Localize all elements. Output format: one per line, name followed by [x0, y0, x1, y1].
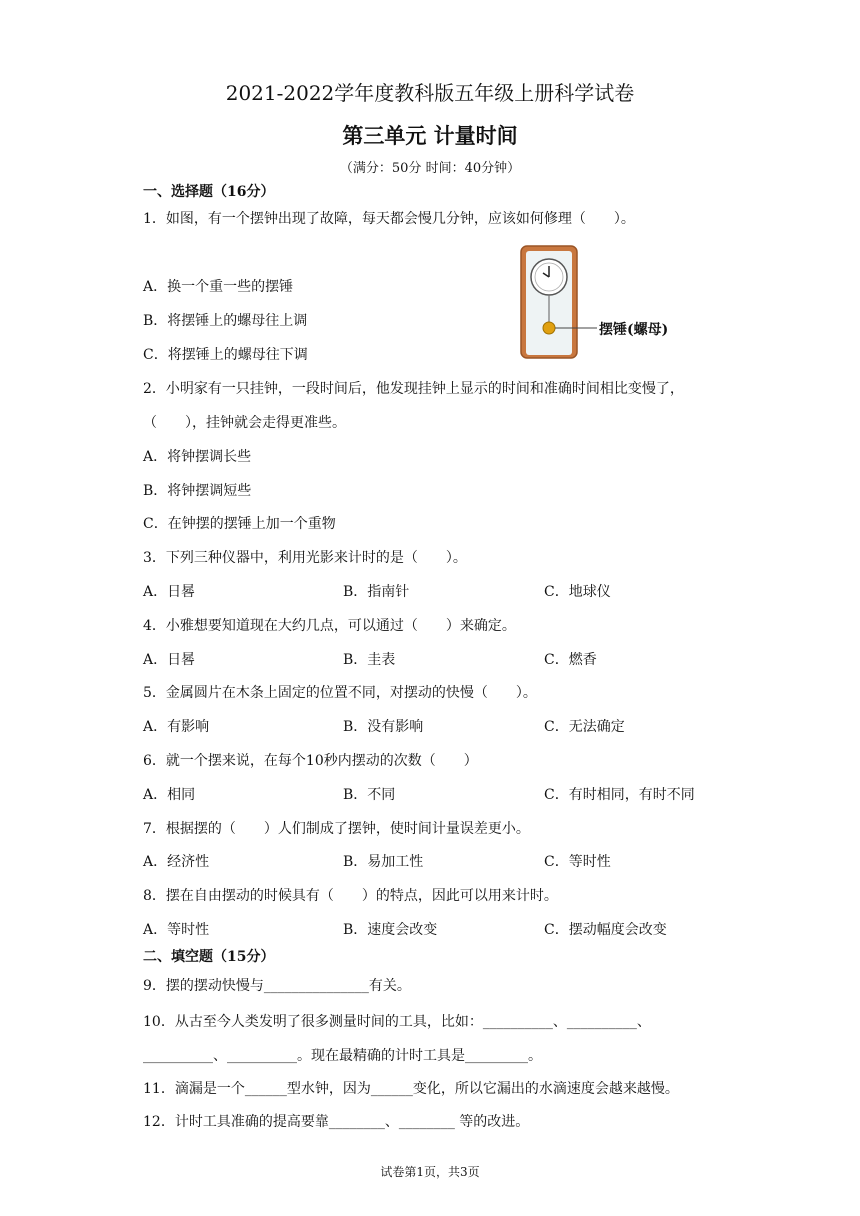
- question-2-stem-line2: （ ），挂钟就会走得更准些。: [143, 415, 346, 431]
- question-5-option-a: A．有影响: [143, 719, 210, 735]
- question-1-option-a: A．换一个重一些的摆锤: [143, 279, 294, 295]
- question-4-option-c: C．燃香: [544, 652, 597, 668]
- pendulum-bob-label: 摆锤(螺母): [599, 322, 669, 338]
- question-5-option-b: B．没有影响: [343, 719, 424, 735]
- pendulum-clock-figure: [519, 244, 709, 360]
- question-5-option-c: C．无法确定: [544, 719, 625, 735]
- question-3-option-a: A．日晷: [143, 584, 196, 600]
- section-heading-choice: 一、选择题（16分）: [143, 184, 275, 200]
- question-7-stem: 7．根据摆的（ ）人们制成了摆钟，使时间计量误差更小。: [143, 821, 530, 837]
- question-4-option-b: B．圭表: [343, 652, 396, 668]
- question-6-option-c: C．有时相同，有时不同: [544, 787, 695, 803]
- question-3-option-b: B．指南针: [343, 584, 410, 600]
- question-4-stem: 4．小雅想要知道现在大约几点，可以通过（ ）来确定。: [143, 618, 516, 634]
- question-1-option-c: C．将摆锤上的螺母往下调: [143, 347, 308, 363]
- question-12: 12．计时工具准确的提高要靠________、________ 等的改进。: [143, 1114, 530, 1130]
- section-heading-fill-in: 二、填空题（15分）: [143, 949, 275, 965]
- question-2-stem-line1: 2．小明家有一只挂钟，一段时间后，他发现挂钟上显示的时间和准确时间相比变慢了，: [143, 381, 684, 397]
- question-7-option-b: B．易加工性: [343, 854, 424, 870]
- question-2-option-b: B．将钟摆调短些: [143, 483, 252, 499]
- question-10-line1: 10．从古至今人类发明了很多测量时间的工具，比如：__________、__________、: [143, 1014, 651, 1030]
- question-10-line2: __________、__________。现在最精确的计时工具是_________。: [143, 1048, 542, 1064]
- question-5-stem: 5．金属圆片在木条上固定的位置不同，对摆动的快慢（ ）。: [143, 685, 537, 701]
- page-footer: 试卷第1页，共3页: [380, 1165, 480, 1179]
- question-2-option-c: C．在钟摆的摆锤上加一个重物: [143, 516, 336, 532]
- question-1-stem: 1．如图，有一个摆钟出现了故障，每天都会慢几分钟，应该如何修理（ ）。: [143, 211, 635, 227]
- question-1-option-b: B．将摆锤上的螺母往上调: [143, 313, 308, 329]
- question-8-option-b: B．速度会改变: [343, 922, 438, 938]
- question-3-stem: 3．下列三种仪器中，利用光影来计时的是（ ）。: [143, 550, 467, 566]
- unit-title: 第三单元 计量时间: [342, 123, 518, 148]
- question-6-option-b: B．不同: [343, 787, 396, 803]
- question-3-option-c: C．地球仪: [544, 584, 611, 600]
- question-11: 11．滴漏是一个______型水钟，因为______变化，所以它漏出的水滴速度会越来越慢。: [143, 1081, 679, 1097]
- question-2-option-a: A．将钟摆调长些: [143, 449, 252, 465]
- score-time-note: （满分：50分 时间：40分钟）: [339, 161, 521, 176]
- pendulum-clock-illustration: [519, 244, 709, 360]
- question-6-option-a: A．相同: [143, 787, 196, 803]
- question-8-option-a: A．等时性: [143, 922, 210, 938]
- question-6-stem: 6．就一个摆来说，在每个10秒内摆动的次数（ ）: [143, 753, 478, 769]
- question-4-option-a: A．日晷: [143, 652, 196, 668]
- question-8-option-c: C．摆动幅度会改变: [544, 922, 667, 938]
- question-9: 9．摆的摆动快慢与_______________有关。: [143, 978, 411, 994]
- exam-title: 2021-2022学年度教科版五年级上册科学试卷: [225, 81, 635, 105]
- question-8-stem: 8．摆在自由摆动的时候具有（ ）的特点，因此可以用来计时。: [143, 888, 558, 904]
- question-7-option-a: A．经济性: [143, 854, 210, 870]
- question-7-option-c: C．等时性: [544, 854, 611, 870]
